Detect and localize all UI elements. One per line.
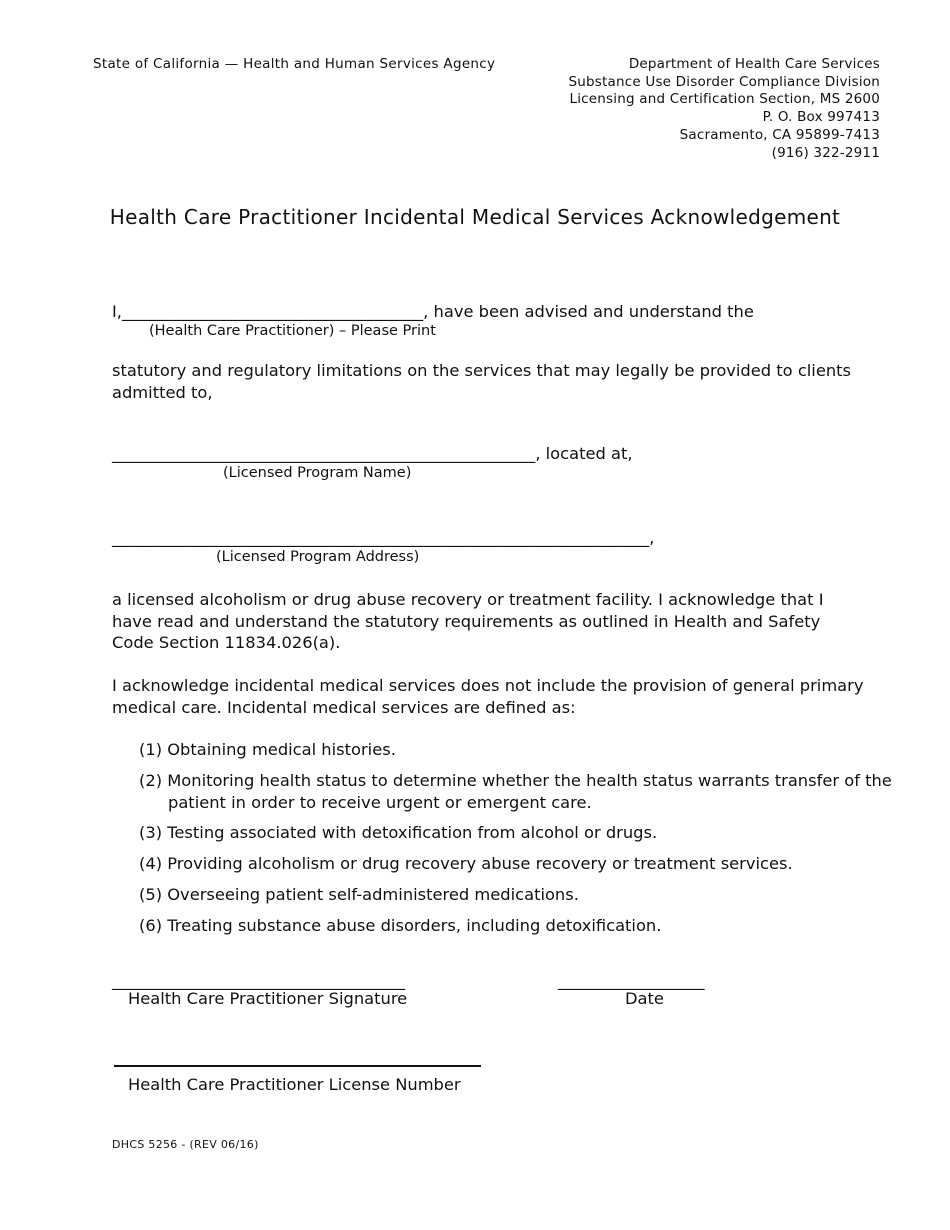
statutory-paragraph: statutory and regulatory limitations on the services that may legally be provided to clients admitted to, <box>112 361 852 402</box>
program-address-line: __________________________________________________________________, <box>112 528 655 547</box>
license-number-field[interactable] <box>114 1065 481 1067</box>
practitioner-name-field[interactable] <box>112 301 754 323</box>
program-name-field[interactable] <box>112 443 633 465</box>
po-box-line: P. O. Box 997413 <box>762 109 880 126</box>
department-address-block <box>569 56 881 162</box>
practitioner-name-line: I,_____________________________________, have been advised and understand the <box>112 302 754 321</box>
program-address-field[interactable] <box>112 527 654 549</box>
form-number: DHCS 5256 - (REV 06/16) <box>112 1138 259 1151</box>
form-title: Health Care Practitioner Incidental Medical Services Acknowledgement <box>109 205 841 229</box>
division-line: Substance Use Disorder Compliance Division <box>568 73 880 90</box>
license-number-caption: Health Care Practitioner License Number <box>128 1075 461 1094</box>
list-item: (1) Obtaining medical histories. <box>139 740 396 759</box>
program-address-caption: (Licensed Program Address) <box>216 549 420 565</box>
department-line: Department of Health Care Services <box>628 56 880 72</box>
city-line: Sacramento, CA 95899-7413 <box>679 126 880 143</box>
practitioner-name-caption: (Health Care Practitioner) – Please Print <box>149 323 436 339</box>
agency-name: State of California — Health and Human Services Agency <box>93 56 496 72</box>
list-item: (2) Monitoring health status to determine whether the health status warrants transfer of the patient in order to receive urgent or emergent care. <box>139 771 892 812</box>
list-item: (5) Overseeing patient self-administered medications. <box>139 885 579 904</box>
phone-line: (916) 322-2911 <box>771 144 880 161</box>
list-item: (6) Treating substance abuse disorders, including detoxification. <box>139 916 662 935</box>
signature-line: ____________________________________ <box>112 971 406 990</box>
section-line: Licensing and Certification Section, MS 2600 <box>569 91 880 108</box>
signature-caption: Health Care Practitioner Signature <box>128 989 408 1008</box>
list-item: (4) Providing alcoholism or drug recovery abuse recovery or treatment services. <box>139 854 793 873</box>
program-name-line: ____________________________________________________, located at, <box>112 444 633 463</box>
list-item: (3) Testing associated with detoxification from alcohol or drugs. <box>139 823 658 842</box>
incidental-paragraph: I acknowledge incidental medical services does not include the provision of general primary medical care. Incidental medical services are defined as: <box>112 676 864 717</box>
facility-paragraph: a licensed alcoholism or drug abuse recovery or treatment facility. I acknowledge that I have read and understand the statutory requirements as outlined in Health and Safety Code Section 11834.026(a). <box>112 590 824 652</box>
date-line: __________________ <box>558 971 705 990</box>
date-caption: Date <box>625 989 664 1008</box>
program-name-caption: (Licensed Program Name) <box>223 465 412 481</box>
